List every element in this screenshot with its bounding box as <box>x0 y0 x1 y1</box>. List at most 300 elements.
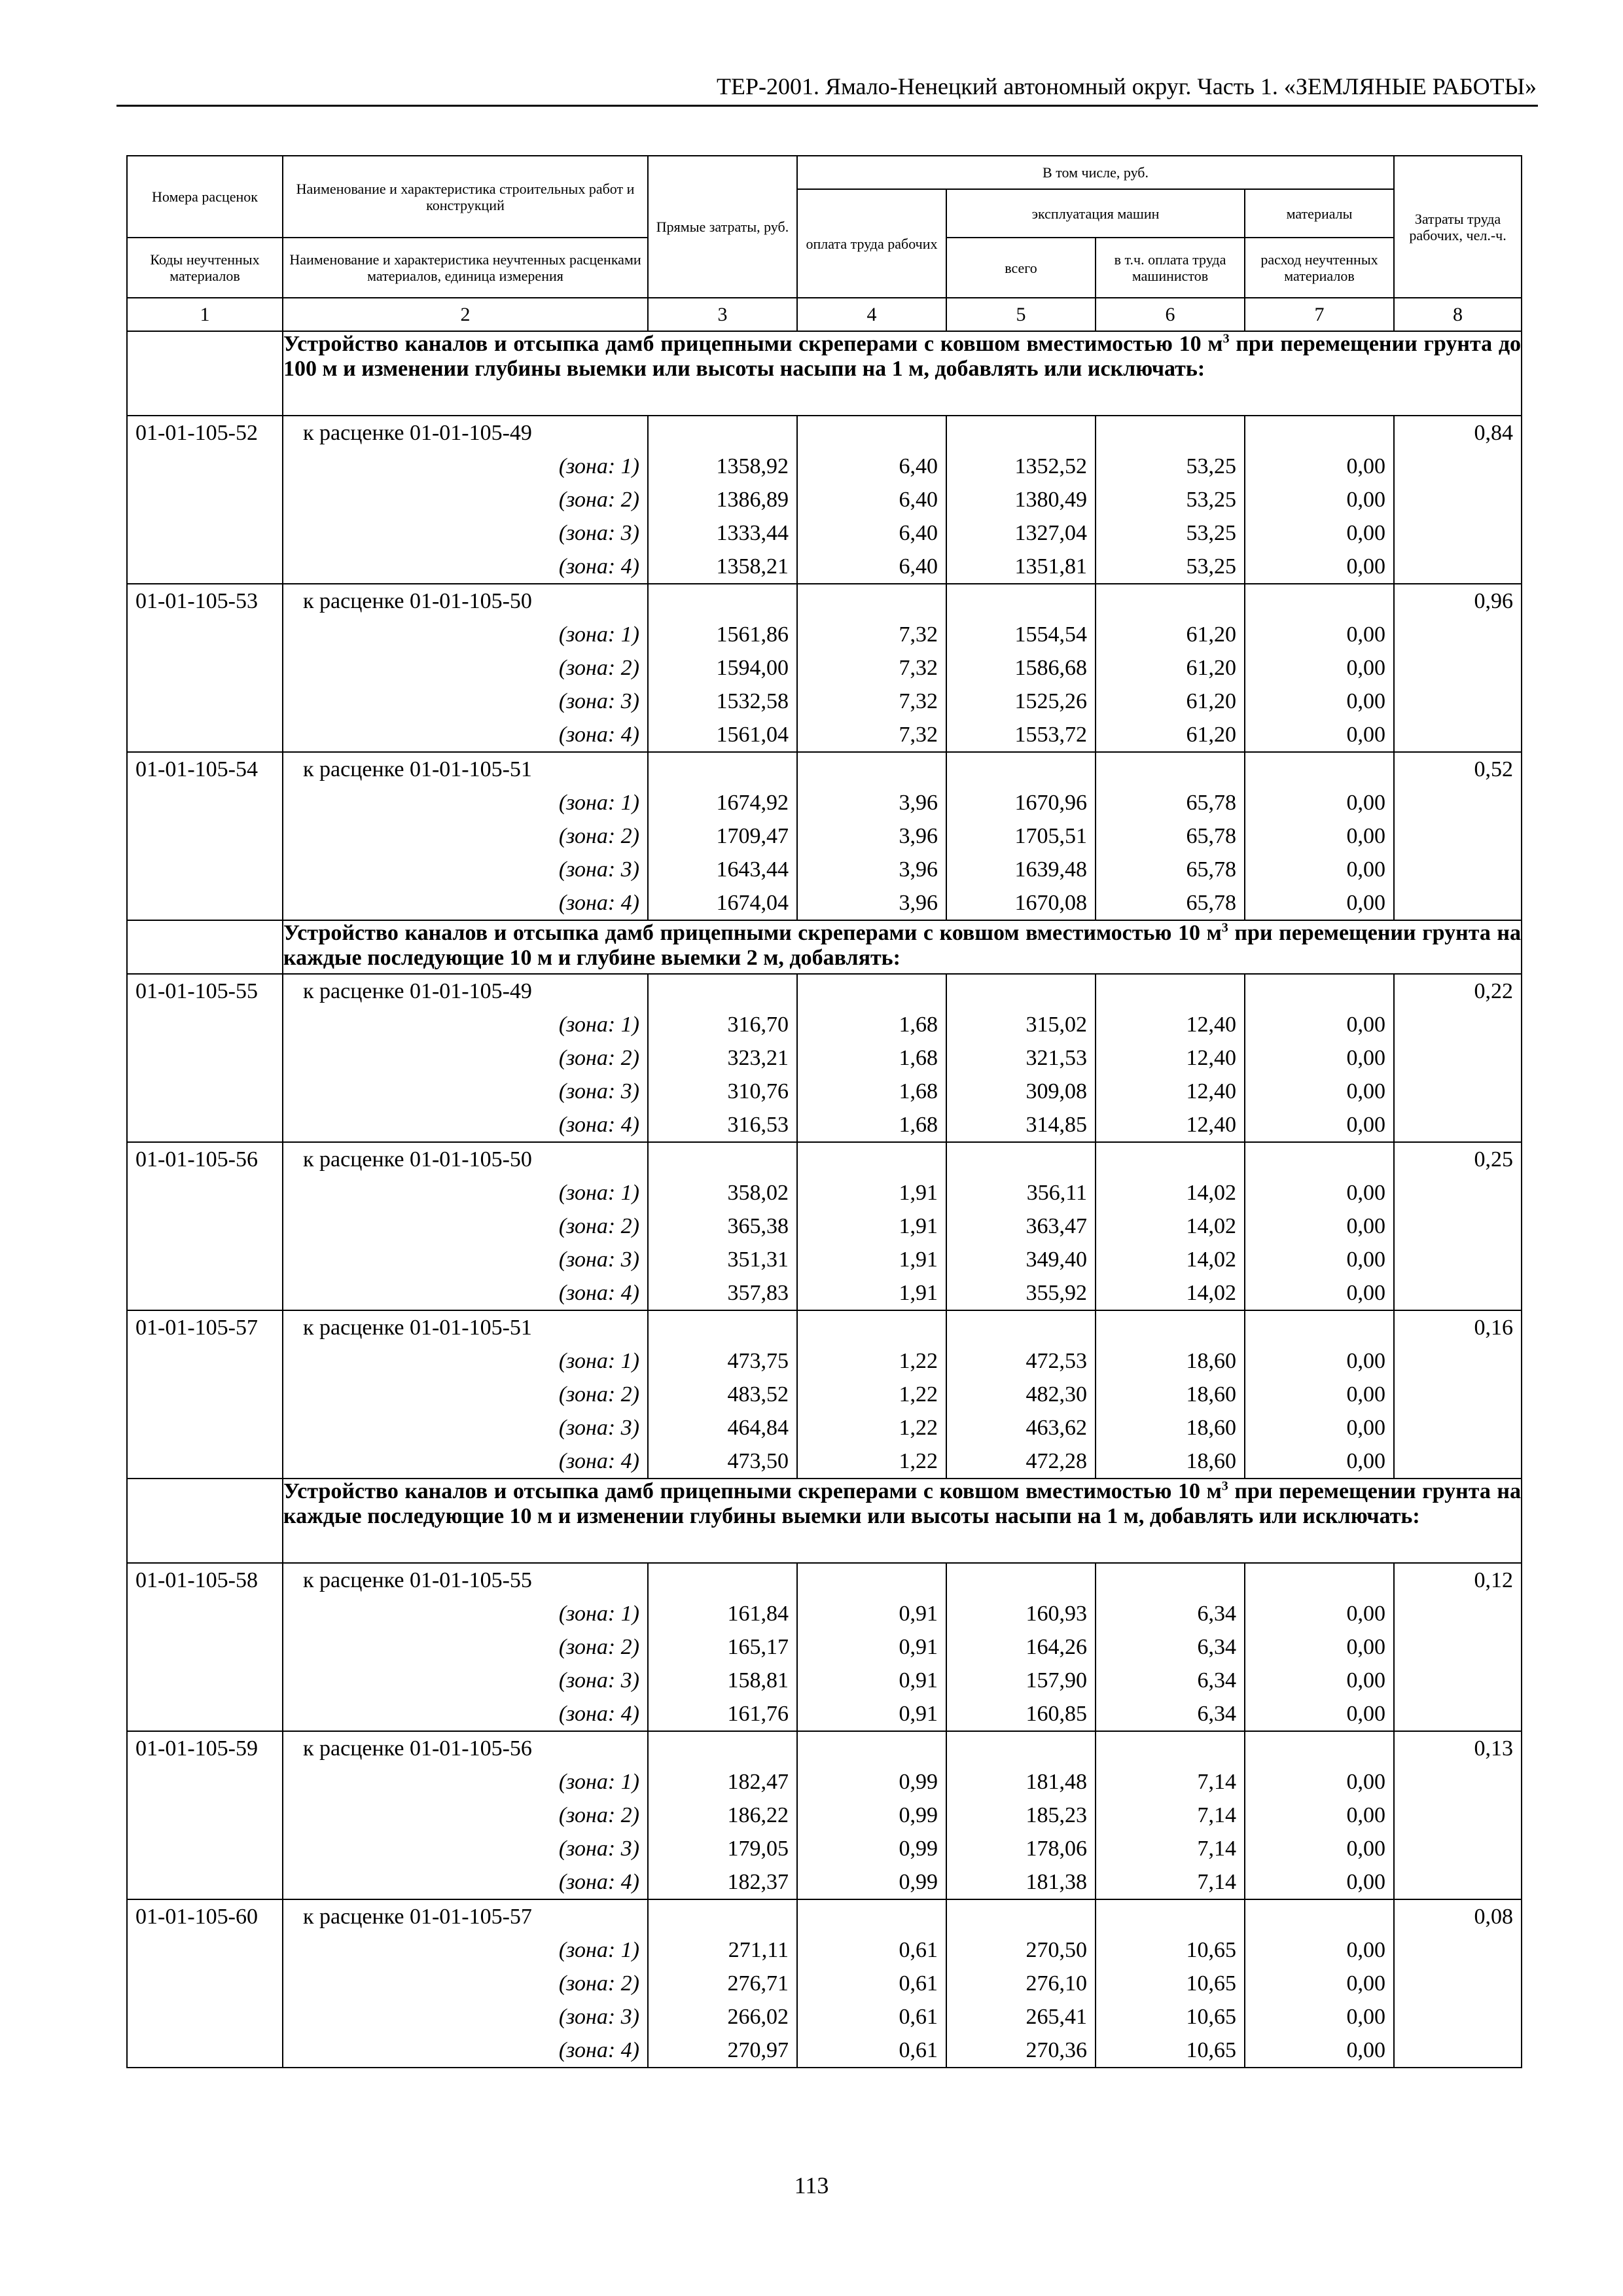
direct-costs: 316,53 <box>648 1108 797 1142</box>
section-title-superscript: 3 <box>1221 920 1228 935</box>
machines-total: 314,85 <box>946 1108 1096 1142</box>
header-rule <box>116 105 1538 107</box>
direct-costs: 186,22 <box>648 1799 797 1832</box>
machinist-wage: 6,34 <box>1096 1630 1245 1664</box>
empty-cell <box>946 1563 1096 1597</box>
direct-costs: 1386,89 <box>648 483 797 516</box>
empty-cell <box>127 1799 283 1832</box>
machines-total: 178,06 <box>946 1832 1096 1865</box>
zone-label: (зона: 1) <box>283 1008 648 1041</box>
zone-row <box>127 819 1522 853</box>
machines-total: 1525,26 <box>946 685 1096 718</box>
materials: 0,00 <box>1245 2034 1394 2068</box>
worker-wage: 0,99 <box>797 1765 946 1799</box>
empty-cell <box>797 974 946 1008</box>
section-title-text: Устройство каналов и отсыпка дамб прицепными скреперами с ковшом вместимостью 10 м <box>283 1479 1222 1503</box>
worker-wage: 0,91 <box>797 1597 946 1630</box>
header-wage: оплата труда рабочих <box>797 189 946 298</box>
section-title-code-cell <box>127 920 283 974</box>
materials: 0,00 <box>1245 1411 1394 1444</box>
empty-cell <box>1245 584 1394 618</box>
empty-cell <box>1096 1731 1245 1765</box>
zone-row <box>127 1008 1522 1041</box>
machinist-wage: 61,20 <box>1096 651 1245 685</box>
header-direct-costs: Прямые затраты, руб. <box>648 156 797 298</box>
machines-total: 1553,72 <box>946 718 1096 752</box>
empty-cell <box>127 2034 283 2068</box>
empty-cell <box>1394 618 1522 651</box>
section-title-text: Устройство каналов и отсыпка дамб прицепными скреперами с ковшом вместимостью 10 м <box>283 332 1223 356</box>
worker-wage: 0,61 <box>797 2034 946 2068</box>
zone-row <box>127 853 1522 886</box>
machinist-wage: 61,20 <box>1096 685 1245 718</box>
machines-total: 1352,52 <box>946 450 1096 483</box>
zone-label: (зона: 3) <box>283 685 648 718</box>
empty-cell <box>946 1731 1096 1765</box>
section-title-row <box>127 920 1522 974</box>
empty-cell <box>946 1310 1096 1344</box>
machinist-wage: 14,02 <box>1096 1243 1245 1276</box>
col-number-1: 1 <box>127 298 283 331</box>
header-code-top: Номера расценок <box>127 156 283 238</box>
zone-label: (зона: 4) <box>283 1865 648 1899</box>
empty-cell <box>127 1075 283 1108</box>
direct-costs: 271,11 <box>648 1933 797 1967</box>
machinist-wage: 12,40 <box>1096 1041 1245 1075</box>
machines-total: 270,50 <box>946 1933 1096 1967</box>
worker-wage: 0,61 <box>797 1933 946 1967</box>
machinist-wage: 12,40 <box>1096 1108 1245 1142</box>
zone-label: (зона: 2) <box>283 651 648 685</box>
zone-row <box>127 1933 1522 1967</box>
materials: 0,00 <box>1245 1008 1394 1041</box>
machines-total: 265,41 <box>946 2000 1096 2034</box>
rate-row <box>127 1142 1522 1176</box>
rate-reference: к расценке 01-01-105-51 <box>283 1310 648 1344</box>
zone-label: (зона: 4) <box>283 550 648 584</box>
machinist-wage: 65,78 <box>1096 786 1245 819</box>
machinist-wage: 7,14 <box>1096 1765 1245 1799</box>
section-title-superscript: 3 <box>1221 1479 1228 1494</box>
empty-cell <box>1394 516 1522 550</box>
machinist-wage: 12,40 <box>1096 1008 1245 1041</box>
machinist-wage: 6,34 <box>1096 1697 1245 1731</box>
section-title-continuation: при перемещении грунта до 100 м и изменении глубины выемки или высоты насыпи на 1 м, добавлять или исключать: <box>283 332 1522 381</box>
materials: 0,00 <box>1245 1243 1394 1276</box>
empty-cell <box>127 1444 283 1479</box>
machinist-wage: 7,14 <box>1096 1865 1245 1899</box>
empty-cell <box>127 1276 283 1310</box>
empty-cell <box>1394 786 1522 819</box>
machinist-wage: 7,14 <box>1096 1799 1245 1832</box>
page-number: 113 <box>794 2172 829 2198</box>
empty-cell <box>1394 2000 1522 2034</box>
section-title-text: Устройство каналов и отсыпка дамб прицепными скреперами с ковшом вместимостью 10 м <box>283 921 1222 945</box>
col-number-8: 8 <box>1394 298 1522 331</box>
empty-cell <box>127 1865 283 1899</box>
direct-costs: 1674,04 <box>648 886 797 920</box>
worker-wage: 1,22 <box>797 1344 946 1378</box>
empty-cell <box>1394 483 1522 516</box>
section-title <box>283 1479 1522 1563</box>
zone-row <box>127 1765 1522 1799</box>
rate-row <box>127 1310 1522 1344</box>
empty-cell <box>1394 1108 1522 1142</box>
empty-cell <box>127 618 283 651</box>
machines-total: 157,90 <box>946 1664 1096 1697</box>
zone-label: (зона: 1) <box>283 786 648 819</box>
materials: 0,00 <box>1245 1765 1394 1799</box>
machines-total: 1670,08 <box>946 886 1096 920</box>
materials: 0,00 <box>1245 2000 1394 2034</box>
materials: 0,00 <box>1245 1664 1394 1697</box>
zone-label: (зона: 1) <box>283 1933 648 1967</box>
zone-row <box>127 1411 1522 1444</box>
section-title-continuation: при перемещении грунта на каждые последующие 10 м и глубине выемки 2 м, добавлять: <box>283 921 1522 970</box>
direct-costs: 1709,47 <box>648 819 797 853</box>
worker-wage: 7,32 <box>797 651 946 685</box>
labor-costs: 0,13 <box>1394 1731 1522 1765</box>
zone-row <box>127 483 1522 516</box>
zone-label: (зона: 4) <box>283 1276 648 1310</box>
empty-cell <box>127 1933 283 1967</box>
machines-total: 1380,49 <box>946 483 1096 516</box>
empty-cell <box>1096 1142 1245 1176</box>
machinist-wage: 65,78 <box>1096 819 1245 853</box>
header-code-bottom: Коды неучтенных материалов <box>127 238 283 298</box>
empty-cell <box>127 1041 283 1075</box>
zone-row <box>127 1243 1522 1276</box>
rate-row <box>127 584 1522 618</box>
zone-row <box>127 1832 1522 1865</box>
zone-label: (зона: 3) <box>283 1075 648 1108</box>
empty-cell <box>1394 819 1522 853</box>
machines-total: 472,28 <box>946 1444 1096 1479</box>
zone-label: (зона: 4) <box>283 2034 648 2068</box>
direct-costs: 473,75 <box>648 1344 797 1378</box>
empty-cell <box>1394 550 1522 584</box>
empty-cell <box>1096 1310 1245 1344</box>
empty-cell <box>127 516 283 550</box>
zone-row <box>127 2000 1522 2034</box>
machines-total: 160,85 <box>946 1697 1096 1731</box>
worker-wage: 1,68 <box>797 1075 946 1108</box>
empty-cell <box>1245 752 1394 786</box>
rate-code: 01-01-105-57 <box>127 1310 283 1344</box>
zone-label: (зона: 4) <box>283 1697 648 1731</box>
zone-row <box>127 1597 1522 1630</box>
empty-cell <box>1245 1142 1394 1176</box>
zone-row <box>127 1378 1522 1411</box>
empty-cell <box>1096 584 1245 618</box>
materials: 0,00 <box>1245 1967 1394 2000</box>
machines-total: 1670,96 <box>946 786 1096 819</box>
rate-reference: к расценке 01-01-105-57 <box>283 1899 648 1933</box>
empty-cell <box>127 1008 283 1041</box>
direct-costs: 1532,58 <box>648 685 797 718</box>
machinist-wage: 10,65 <box>1096 2000 1245 2034</box>
machinist-wage: 18,60 <box>1096 1344 1245 1378</box>
empty-cell <box>1394 1664 1522 1697</box>
rate-reference: к расценке 01-01-105-49 <box>283 416 648 450</box>
empty-cell <box>1245 1563 1394 1597</box>
empty-cell <box>127 450 283 483</box>
worker-wage: 1,91 <box>797 1210 946 1243</box>
machines-total: 160,93 <box>946 1597 1096 1630</box>
rates-table <box>126 155 1522 2068</box>
zone-row <box>127 1075 1522 1108</box>
zone-row <box>127 618 1522 651</box>
empty-cell <box>1394 450 1522 483</box>
empty-cell <box>797 1899 946 1933</box>
rate-row <box>127 1731 1522 1765</box>
materials: 0,00 <box>1245 483 1394 516</box>
empty-cell <box>797 416 946 450</box>
zone-row <box>127 651 1522 685</box>
materials: 0,00 <box>1245 819 1394 853</box>
zone-row <box>127 516 1522 550</box>
direct-costs: 1333,44 <box>648 516 797 550</box>
zone-row <box>127 450 1522 483</box>
rate-reference: к расценке 01-01-105-51 <box>283 752 648 786</box>
empty-cell <box>127 550 283 584</box>
materials: 0,00 <box>1245 651 1394 685</box>
col-number-6: 6 <box>1096 298 1245 331</box>
machines-total: 185,23 <box>946 1799 1096 1832</box>
empty-cell <box>1394 1444 1522 1479</box>
materials: 0,00 <box>1245 1630 1394 1664</box>
rate-code: 01-01-105-55 <box>127 974 283 1008</box>
materials: 0,00 <box>1245 516 1394 550</box>
rate-reference: к расценке 01-01-105-49 <box>283 974 648 1008</box>
empty-cell <box>127 483 283 516</box>
worker-wage: 7,32 <box>797 718 946 752</box>
worker-wage: 6,40 <box>797 516 946 550</box>
machinist-wage: 14,02 <box>1096 1176 1245 1210</box>
header-machines: эксплуатация машин <box>946 189 1245 238</box>
zone-label: (зона: 4) <box>283 1444 648 1479</box>
direct-costs: 310,76 <box>648 1075 797 1108</box>
worker-wage: 1,22 <box>797 1444 946 1479</box>
direct-costs: 1358,92 <box>648 450 797 483</box>
section-title-continuation: при перемещении грунта на каждые последующие 10 м и изменении глубины выемки или высоты насыпи на 1 м, добавлять или исключать: <box>283 1479 1522 1528</box>
materials: 0,00 <box>1245 1832 1394 1865</box>
empty-cell <box>1245 974 1394 1008</box>
empty-cell <box>1245 1310 1394 1344</box>
empty-cell <box>1394 1597 1522 1630</box>
section-title-row <box>127 1479 1522 1563</box>
zone-label: (зона: 1) <box>283 450 648 483</box>
worker-wage: 0,61 <box>797 1967 946 2000</box>
empty-cell <box>797 1563 946 1597</box>
worker-wage: 3,96 <box>797 819 946 853</box>
empty-cell <box>1394 1411 1522 1444</box>
direct-costs: 1643,44 <box>648 853 797 886</box>
empty-cell <box>1394 1075 1522 1108</box>
labor-costs: 0,08 <box>1394 1899 1522 1933</box>
empty-cell <box>1394 853 1522 886</box>
zone-label: (зона: 1) <box>283 618 648 651</box>
rate-code: 01-01-105-56 <box>127 1142 283 1176</box>
worker-wage: 1,68 <box>797 1108 946 1142</box>
empty-cell <box>1096 1899 1245 1933</box>
zone-label: (зона: 3) <box>283 853 648 886</box>
direct-costs: 158,81 <box>648 1664 797 1697</box>
machines-total: 276,10 <box>946 1967 1096 2000</box>
zone-label: (зона: 1) <box>283 1597 648 1630</box>
zone-row <box>127 1967 1522 2000</box>
direct-costs: 357,83 <box>648 1276 797 1310</box>
machinist-wage: 14,02 <box>1096 1276 1245 1310</box>
zone-label: (зона: 2) <box>283 1378 648 1411</box>
zone-label: (зона: 2) <box>283 1630 648 1664</box>
direct-costs: 1594,00 <box>648 651 797 685</box>
worker-wage: 3,96 <box>797 786 946 819</box>
direct-costs: 1358,21 <box>648 550 797 584</box>
zone-label: (зона: 3) <box>283 516 648 550</box>
zone-label: (зона: 2) <box>283 1041 648 1075</box>
machines-total: 181,38 <box>946 1865 1096 1899</box>
empty-cell <box>1394 1176 1522 1210</box>
machines-total: 1327,04 <box>946 516 1096 550</box>
zone-label: (зона: 4) <box>283 886 648 920</box>
machinist-wage: 6,34 <box>1096 1597 1245 1630</box>
machines-total: 1554,54 <box>946 618 1096 651</box>
empty-cell <box>648 1563 797 1597</box>
machines-total: 1586,68 <box>946 651 1096 685</box>
machines-total: 181,48 <box>946 1765 1096 1799</box>
empty-cell <box>1245 1899 1394 1933</box>
rate-code: 01-01-105-58 <box>127 1563 283 1597</box>
zone-label: (зона: 4) <box>283 1108 648 1142</box>
empty-cell <box>127 1664 283 1697</box>
worker-wage: 0,91 <box>797 1664 946 1697</box>
worker-wage: 7,32 <box>797 618 946 651</box>
section-title-superscript: 3 <box>1222 331 1230 346</box>
zone-label: (зона: 2) <box>283 483 648 516</box>
section-title <box>283 920 1522 974</box>
section-title <box>283 331 1522 416</box>
direct-costs: 1561,04 <box>648 718 797 752</box>
machines-total: 355,92 <box>946 1276 1096 1310</box>
machines-total: 270,36 <box>946 2034 1096 2068</box>
rate-row <box>127 1899 1522 1933</box>
labor-costs: 0,96 <box>1394 584 1522 618</box>
zone-row <box>127 2034 1522 2068</box>
empty-cell <box>648 974 797 1008</box>
materials: 0,00 <box>1245 853 1394 886</box>
direct-costs: 165,17 <box>648 1630 797 1664</box>
zone-row <box>127 1697 1522 1731</box>
empty-cell <box>1394 1799 1522 1832</box>
rate-reference: к расценке 01-01-105-55 <box>283 1563 648 1597</box>
empty-cell <box>946 974 1096 1008</box>
worker-wage: 0,61 <box>797 2000 946 2034</box>
empty-cell <box>797 1142 946 1176</box>
machinist-wage: 53,25 <box>1096 550 1245 584</box>
machinist-wage: 14,02 <box>1096 1210 1245 1243</box>
header-materials-sub: расход неучтенных материалов <box>1245 238 1394 298</box>
empty-cell <box>946 752 1096 786</box>
empty-cell <box>1394 1344 1522 1378</box>
rate-row <box>127 974 1522 1008</box>
empty-cell <box>127 1597 283 1630</box>
materials: 0,00 <box>1245 1933 1394 1967</box>
rate-code: 01-01-105-60 <box>127 1899 283 1933</box>
empty-cell <box>797 752 946 786</box>
table-body <box>127 156 1522 2068</box>
materials: 0,00 <box>1245 1865 1394 1899</box>
machinist-wage: 18,60 <box>1096 1378 1245 1411</box>
machinist-wage: 65,78 <box>1096 886 1245 920</box>
col-number-4: 4 <box>797 298 946 331</box>
zone-label: (зона: 2) <box>283 1967 648 2000</box>
machines-total: 349,40 <box>946 1243 1096 1276</box>
direct-costs: 464,84 <box>648 1411 797 1444</box>
zone-label: (зона: 1) <box>283 1176 648 1210</box>
empty-cell <box>1096 416 1245 450</box>
empty-cell <box>1245 416 1394 450</box>
header-labor-costs: Затраты труда рабочих, чел.-ч. <box>1394 156 1522 298</box>
empty-cell <box>648 1899 797 1933</box>
worker-wage: 0,91 <box>797 1630 946 1664</box>
empty-cell <box>1394 1243 1522 1276</box>
empty-cell <box>127 1176 283 1210</box>
worker-wage: 0,99 <box>797 1832 946 1865</box>
zone-label: (зона: 3) <box>283 1243 648 1276</box>
materials: 0,00 <box>1245 550 1394 584</box>
zone-label: (зона: 3) <box>283 2000 648 2034</box>
direct-costs: 473,50 <box>648 1444 797 1479</box>
empty-cell <box>1394 718 1522 752</box>
rate-reference: к расценке 01-01-105-56 <box>283 1731 648 1765</box>
col-number-3: 3 <box>648 298 797 331</box>
rate-row <box>127 416 1522 450</box>
zone-row <box>127 1799 1522 1832</box>
zone-row <box>127 1444 1522 1479</box>
worker-wage: 6,40 <box>797 450 946 483</box>
direct-costs: 316,70 <box>648 1008 797 1041</box>
empty-cell <box>1394 2034 1522 2068</box>
materials: 0,00 <box>1245 450 1394 483</box>
machinist-wage: 61,20 <box>1096 618 1245 651</box>
worker-wage: 1,91 <box>797 1243 946 1276</box>
zone-label: (зона: 3) <box>283 1664 648 1697</box>
machines-total: 1705,51 <box>946 819 1096 853</box>
zone-row <box>127 718 1522 752</box>
running-header: ТЕР-2001. Ямало-Ненецкий автономный округ. Часть 1. «ЗЕМЛЯНЫЕ РАБОТЫ» <box>716 73 1537 99</box>
direct-costs: 1561,86 <box>648 618 797 651</box>
empty-cell <box>1096 752 1245 786</box>
header-machines-total: всего <box>946 238 1096 298</box>
machines-total: 472,53 <box>946 1344 1096 1378</box>
materials: 0,00 <box>1245 1799 1394 1832</box>
empty-cell <box>127 1378 283 1411</box>
zone-row <box>127 1210 1522 1243</box>
zone-row <box>127 1664 1522 1697</box>
header-name-bottom: Наименование и характеристика неучтенных расценками материалов, единица измерения <box>283 238 648 298</box>
direct-costs: 358,02 <box>648 1176 797 1210</box>
empty-cell <box>648 416 797 450</box>
direct-costs: 276,71 <box>648 1967 797 2000</box>
machinist-wage: 6,34 <box>1096 1664 1245 1697</box>
rate-reference: к расценке 01-01-105-50 <box>283 584 648 618</box>
empty-cell <box>127 1697 283 1731</box>
direct-costs: 483,52 <box>648 1378 797 1411</box>
zone-row <box>127 550 1522 584</box>
direct-costs: 365,38 <box>648 1210 797 1243</box>
direct-costs: 182,37 <box>648 1865 797 1899</box>
